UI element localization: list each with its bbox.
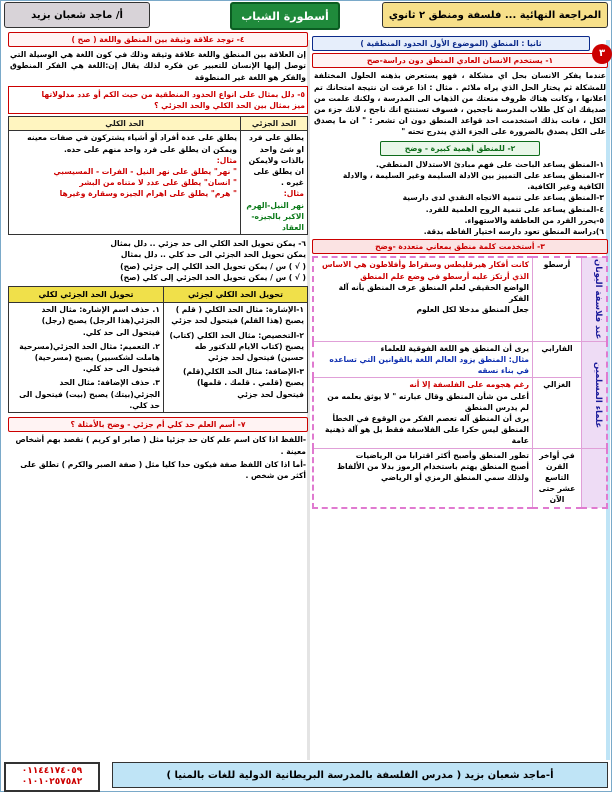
heading-7: ٧- أسم العلم حد كلي أم جزئي - وضح بالأمثلة ؟ xyxy=(8,417,308,432)
table-row xyxy=(313,378,607,448)
table-header-row xyxy=(9,287,308,303)
philosophers-table xyxy=(312,256,608,508)
terms-table xyxy=(8,116,308,235)
q6-line: ٦- يمكن تحويل الحد الكلي الى حد جزئي .. دلل بمثال xyxy=(110,239,306,249)
phone-number-1: ٠١١٤٤١٧٤٠٥٩ xyxy=(21,766,83,776)
detail-line: كانت أفكار هيرقليطس وسقراط وأفلاطون هي الاساس الذي أرتكز عليه أرسطو في وضع علم المنطق xyxy=(322,260,529,281)
q6-line: ( √ ) س / يمكن تحويل الحد الجزئي إلى كلي (صح) xyxy=(120,272,306,282)
detail-line: أعلى من شأن المنطق وقال عبارته " لا يوثق بعلمه من لم يدرس المنطق xyxy=(327,391,529,412)
conv-item: ٢. التعميم: مثال الحد الجزئي(مسرحية هاملت لشكسبير) يصبح (مسرحية) فيتحول الى حد كلي. xyxy=(19,341,160,374)
phone-number-2: ٠١٠١٠٢٥٧٥٨٢ xyxy=(21,777,83,787)
universal-definition: يطلق على عدة أفراد أو أشياء يشتركون في صفات معينه ويمكن ان يطلق على فرد واحد منهم على حده. xyxy=(27,133,237,154)
example-label: مثال: xyxy=(216,155,237,165)
center-banner xyxy=(230,2,340,30)
question-6 xyxy=(10,238,306,283)
philosopher-name: أرسطو xyxy=(533,257,582,341)
detail-line: مثال: المنطق يزود العالم اللغة بالقوانين التي تساعده في بناء نسقه xyxy=(329,354,529,376)
detail-line: الواضع الحقيقي لعلم المنطق عرف المنطق بأنه آلة الفكر xyxy=(338,282,529,304)
importance-item: ٢-المنطق يساعد على التمييز بين الادلة السليمة وغير السليمة ، والادلة الكافية وغير الكافية. xyxy=(342,171,604,192)
partial-example: نهر النيل-الهرم الاكبر بالجيزه-العقاد xyxy=(246,200,304,233)
table-row xyxy=(313,448,607,508)
universal-example: " انسان" يطلق على عدد لا متناه من البشر xyxy=(79,178,237,188)
universal-to-partial-cell xyxy=(163,303,307,413)
partial-definition: يطلق على فرد او شئ واحد بالذات ولايمكن ان يطلق على غيره . xyxy=(248,133,304,188)
conv-item: ٣-الإضافة: مثال الحد الكلي(قلم) يصبح (قلمي . قلمك . قلمها) فيتحول لحد جزئي xyxy=(183,367,304,399)
detail-line: يرى أن المنطق هو اللغة الفوقية للعلماء xyxy=(380,343,529,353)
importance-item: ١-المنطق يساعد الباحث على فهم مبادئ الاستدلال المنطقي. xyxy=(375,159,604,169)
partial-cell xyxy=(241,131,308,235)
section-number-badge: ٣ xyxy=(592,44,612,64)
center-title: أسطورة الشباب xyxy=(241,9,329,23)
page-title-banner xyxy=(382,2,608,28)
conv-item: ٣. حذف الإضافة: مثال الحد الجزئي(بيتك) يصبح (بيت) فيتحول الى حد كلي. xyxy=(19,378,160,410)
header-partial: الحد الجزئي xyxy=(241,117,308,131)
example-label: مثال: xyxy=(283,189,304,199)
philosopher-details xyxy=(313,257,533,341)
header-partial-to-universal: تحويل الحد الجزئي لكلي xyxy=(9,287,164,303)
importance-item: ٥-يحرر الفرد من العاطفة والاستهواء. xyxy=(464,215,604,225)
conv-item: ٢-التخصيص: مثال الحد الكلي (كتاب) يصبح (كتاب الايام للدكتور طه حسين) فيتحول لحد جزئي xyxy=(169,330,304,363)
table-row xyxy=(9,131,308,235)
conv-item: ١-الإشارة: مثال الحد الكلي ( قلم ) يصبح (هذا القلم) فيتحول لحد جزئي xyxy=(171,305,304,326)
importance-item: ٦)دراسة المنطق تعود دارسه اختيار الفاظه بدقة. xyxy=(423,227,604,237)
philosopher-name: الغزالي xyxy=(533,378,582,448)
q6-line: ( √ ) س / يمكن تحويل الحد الكلي إلى جزئي (صح) xyxy=(120,261,306,271)
importance-list xyxy=(316,159,604,237)
footer-text: أ-ماجد شعبان بزيد ( مدرس الفلسفة بالمدرسة البريطانية الدولية للغات بالمنيا ) xyxy=(166,769,554,781)
paragraph-7-line: -اللفظ اذا كان اسم علم كان حد جزئيا مثل ( صابر او كريم ) نقصد بهم أشخاص معينة . xyxy=(15,435,306,456)
heading-2: ٢- للمنطق أهمية كبيرة - وضح xyxy=(380,141,540,156)
heading-5b: ميز بمثال بين الحد الكلي والحد الجزئي ؟ xyxy=(154,101,305,111)
heading-3: ٣- أستخدمت كلمة منطق بمعاني متعددة -وضح xyxy=(312,239,608,254)
philosopher-details xyxy=(313,378,533,448)
detail-line: يرى أن المنطق آله تعصم الفكر من الوقوع في الخطأ xyxy=(332,413,529,423)
conv-item: ١. حذف اسم الإشارة: مثال الحد الجزئي(هذا الرجل) يصبح (رجل) فيتحول الى حد كلي. xyxy=(41,305,160,337)
header-universal: الحد الكلي xyxy=(9,117,241,131)
group-label: علماء المسلمين xyxy=(582,341,608,448)
page-title: المراجعة النهائية ... فلسفة ومنطق ٢ ثانوي xyxy=(388,9,602,21)
group-label: عند فلاسفة اليونان xyxy=(582,257,608,341)
paragraph-1: عندما يفكر الانسان بحل اي مشكلة ، فهو يستعرض بذهنه الحلول المختلفة للمشكلة ثم يختار الحل الذي يراه ملائم . مثال : اذا عرفت ان نتيجة امتحانك تم اعلانها ، وكانت هناك ظروف منعتك من الذهاب الى المدرسة ، ولكنك علمت من صديقك ان كل طلاب المدرسة ناجحين ، فسوف تستنتج انك ناجح ، لانك جزء من الكل ، فانت بذلك استخدمت احد قواعد المنطق دون ان تشعر : " ان ما يصدق على الكل يصدق بالضرورة على الجزء الذي يندرج تحته " xyxy=(314,71,606,137)
table-row xyxy=(313,341,607,378)
conversion-table xyxy=(8,286,308,413)
universal-example: " هرم" يطلق على اهرام الجيزه وسقارة وغيرها xyxy=(59,189,237,199)
table-row xyxy=(9,303,308,413)
table-header-row xyxy=(9,117,308,131)
question-5-box xyxy=(8,86,308,114)
author-name: أ/ ماجد شعبان بزيد xyxy=(31,9,123,21)
detail-line: تطور المنطق وأصبح أكثر اقترابا من الرياضيات xyxy=(355,450,529,460)
header-universal-to-partial: تحويل الحد الكلي لجزئي xyxy=(163,287,307,303)
detail-line: جعل المنطق مدخلا لكل العلوم xyxy=(416,305,529,315)
heading-4: ٤- توجد علاقة وثيقة بين المنطق واللغة ( صح ) xyxy=(8,32,308,47)
heading-1: ١- يستخدم الانسان العادي المنطق دون دراسة-صح xyxy=(312,53,608,68)
paragraph-7-line: -أما اذا كان اللفظ صفة فيكون حدا كليا مثل ( صفة الصبر والكرم ) تطلق على أكثر من شخص . xyxy=(20,459,306,480)
universal-cell xyxy=(9,131,241,235)
universal-example: " نهر" يطلق على نهر النيل - الفرات - المسيسبي xyxy=(53,167,237,177)
heading-5: ٥- دلل بمثال على انواع الحدود المنطقية من حيث الكم أو عدد مدلولاتها xyxy=(41,89,305,99)
era-name: في أواخر القرن التاسع عشر حتى الآن xyxy=(533,448,582,508)
detail-line: أصبح المنطق يهتم باستخدام الرموز بدلا من الألفاظ ولذلك سمي المنطق الرمزي أو الرياضي xyxy=(337,461,529,482)
era-details xyxy=(313,448,533,508)
author-banner xyxy=(4,2,150,28)
detail-line: رغم هجومه على الفلسفة إلا أنه xyxy=(409,380,529,390)
group-label xyxy=(582,448,608,508)
importance-item: ٣-المنطق يساعد على تنمية الاتجاه النقدي لدى دارسية xyxy=(402,193,604,203)
phone-box xyxy=(4,762,100,792)
philosopher-details xyxy=(313,341,533,378)
detail-line: المنطق ليس حكرا على الفلاسفة فقط بل هو آلة ذهنية عامة xyxy=(324,425,529,446)
table-row xyxy=(313,257,607,341)
left-column xyxy=(8,30,308,758)
paragraph-4: إن العلاقة بين المنطق واللغة علاقة وثيقة وذلك في كون اللغة هي الوسيلة التي توصل إليها الإنسان للتعبير عن فكره لذلك يقال إن:اللغة هي الفكر المنطوق والفكر هو اللغة غير المنطوقة xyxy=(10,50,306,82)
q6-line: يمكن تحويل الحد الجزئي الى حد كلي .. دلل بمثال xyxy=(120,250,306,260)
section-title: ثانيا : المنطق (الموضوع الأول الحدود المنطقية ) xyxy=(312,36,590,51)
footer-bar xyxy=(112,762,608,788)
right-column xyxy=(312,30,608,758)
importance-item: ٤-المنطق يساعد على تنمية الروح العلمية للفرد. xyxy=(425,204,604,214)
philosopher-name: الفارابي xyxy=(533,341,582,378)
partial-to-universal-cell xyxy=(9,303,164,413)
